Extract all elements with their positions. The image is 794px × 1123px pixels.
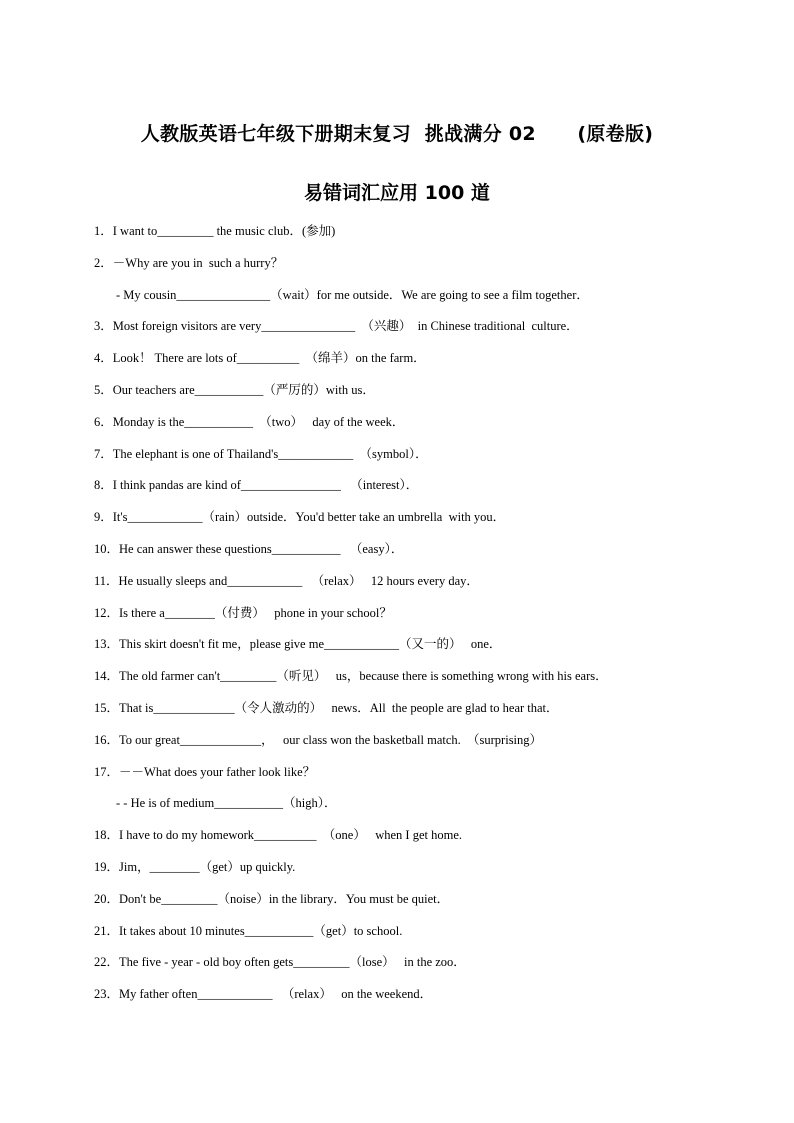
- question-text: - - He is of medium___________（high）．: [116, 796, 337, 811]
- question-number: 1．: [94, 224, 113, 238]
- question-number: 19．: [94, 859, 120, 874]
- question-text: It's____________（rain）outside．You'd better take an umbrella with you．: [112, 510, 506, 525]
- question-item: [94, 252, 774, 284]
- question-item: [94, 729, 774, 761]
- question-text: －Why are you in such a hurry？: [112, 255, 284, 270]
- question-item: [94, 983, 774, 1015]
- question-item: [94, 602, 774, 634]
- question-number: 20．: [94, 891, 120, 906]
- question-text: It takes about 10 minutes___________（get）to school.: [119, 923, 403, 938]
- question-item: [94, 856, 774, 888]
- question-item: [94, 443, 774, 475]
- question-text: －－What does your father look like？: [119, 764, 316, 779]
- question-text: Our teachers are___________（严厉的）with us．: [112, 382, 375, 397]
- question-text: I think pandas are kind of________________ （interest）．: [112, 478, 419, 493]
- question-item: [94, 761, 774, 793]
- question-item: [94, 347, 774, 379]
- page-subtitle: 易错词汇应用 100 道: [304, 182, 490, 204]
- question-number: 22．: [94, 955, 120, 970]
- question-item: [94, 284, 774, 316]
- question-text: Most foreign visitors are very_______________ （兴趣） in Chinese traditional culture．: [112, 319, 579, 334]
- question-text: Don't be_________（noise）in the library．You must be quiet．: [119, 891, 450, 906]
- question-item: [94, 538, 774, 570]
- question-number: 2．: [94, 255, 113, 270]
- question-number: 7．: [94, 446, 113, 461]
- question-text: The old farmer can't_________（听见） us，because there is something wrong with his ears．: [119, 669, 608, 684]
- question-number: 16．: [94, 732, 120, 747]
- question-item: [94, 220, 774, 252]
- question-text: - My cousin_______________（wait）for me outside．We are going to see a film together．: [116, 287, 589, 302]
- question-item: [94, 379, 774, 411]
- question-item: [94, 315, 774, 347]
- question-number: 17．: [94, 764, 120, 779]
- question-text: Look！ There are lots of__________ （绵羊）on the farm．: [112, 351, 426, 366]
- question-text: Monday is the___________ （two） day of the week．: [112, 414, 405, 429]
- question-text: That is_____________（令人激动的） news．All the people are glad to hear that．: [119, 700, 559, 715]
- question-item: [94, 824, 774, 856]
- question-number: 13．: [94, 637, 120, 652]
- question-number: 5．: [94, 382, 113, 397]
- question-text: He usually sleeps and____________ （relax） 12 hours every day．: [118, 573, 479, 588]
- question-text: My father often____________ （relax） on the weekend．: [119, 987, 433, 1002]
- question-item: [94, 888, 774, 920]
- question-text: He can answer these questions___________ （easy）．: [119, 541, 404, 556]
- question-text: The elephant is one of Thailand's____________ （symbol）．: [112, 446, 428, 461]
- question-text: The five - year - old boy often gets_________（lose） in the zoo．: [119, 955, 466, 970]
- question-number: 8．: [94, 478, 113, 493]
- question-number: 9．: [94, 510, 113, 525]
- question-number: 4．: [94, 351, 113, 366]
- question-number: 21．: [94, 923, 120, 938]
- question-text: I have to do my homework__________ （one） when I get home.: [119, 828, 463, 843]
- question-item: [94, 665, 774, 697]
- question-item: [94, 633, 774, 665]
- question-item: [94, 411, 774, 443]
- question-text: To our great_____________， our class won the basketball match. （surprising）: [119, 732, 543, 747]
- question-item: [94, 697, 774, 729]
- question-number: 14．: [94, 669, 120, 684]
- question-item: [94, 474, 774, 506]
- question-item: [94, 951, 774, 983]
- question-number: 11．: [94, 573, 119, 588]
- question-number: 18．: [94, 828, 120, 843]
- question-text: Is there a________（付费） phone in your school？: [119, 605, 392, 620]
- question-item: [94, 792, 774, 824]
- question-item: [94, 570, 774, 602]
- question-number: 12．: [94, 605, 120, 620]
- page-title: 人教版英语七年级下册期末复习 挑战满分 02 (原卷版): [140, 123, 654, 145]
- question-text: This skirt doesn't fit me，please give me____________（又一的） one．: [119, 637, 502, 652]
- question-text: Jim，________（get）up quickly.: [119, 859, 296, 874]
- question-item: [94, 506, 774, 538]
- question-number: 15．: [94, 700, 120, 715]
- question-number: 3．: [94, 319, 113, 334]
- question-number: 10．: [94, 541, 120, 556]
- question-item: [94, 920, 774, 952]
- question-text: I want to_________ the music club．(参加): [112, 224, 336, 238]
- question-number: 6．: [94, 414, 113, 429]
- question-list: [94, 220, 774, 1015]
- question-number: 23．: [94, 987, 120, 1002]
